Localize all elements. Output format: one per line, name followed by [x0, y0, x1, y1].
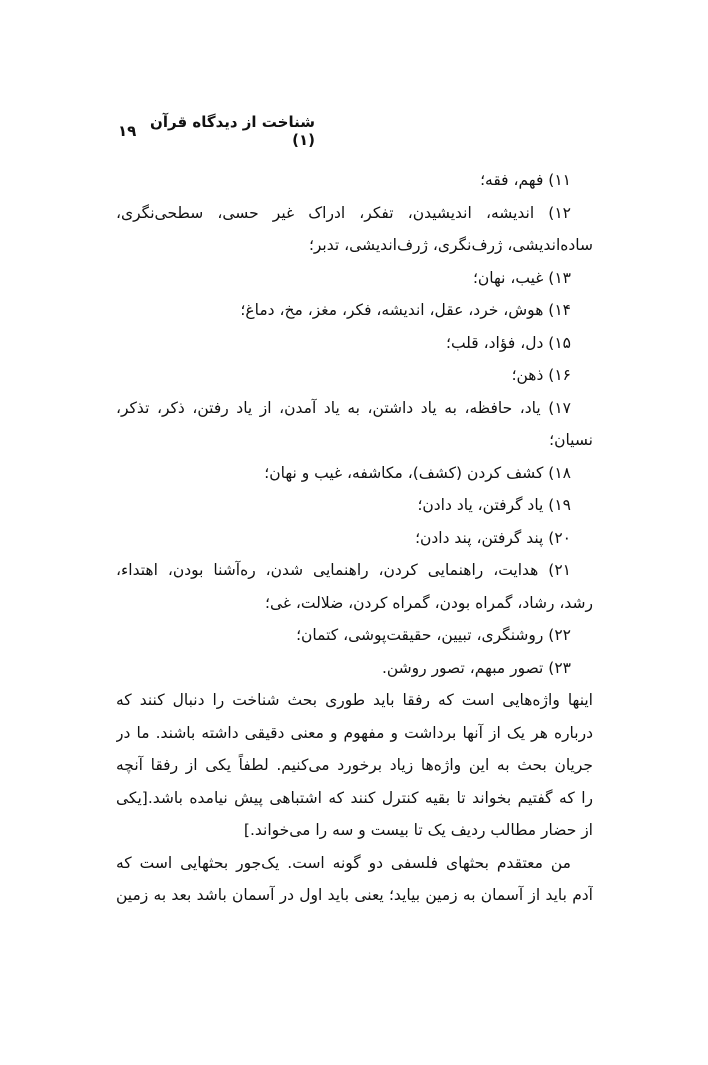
list-item-17-continuation: نسیان؛	[549, 431, 593, 449]
list-item-20: ۲۰) پند گرفتن، پند دادن؛	[415, 528, 571, 547]
list-item-19: ۱۹) یاد گرفتن، یاد دادن؛	[417, 496, 571, 514]
paragraph-2-line-1: من معتقدم بحثهای فلسفی دو گونه است. یک‌جور بحثهایی است که	[116, 853, 571, 872]
paragraph-1-line-2: درباره هر یک از آنها برداشت و مفهوم و معنی دقیقی داشته باشند. ما در	[116, 723, 593, 742]
list-item-13: ۱۳) غیب، نهان؛	[472, 268, 571, 287]
list-item-11: ۱۱) فهم، فقه؛	[480, 171, 571, 189]
list-item-21-continuation: رشد، رشاد، گمراه بودن، گمراه کردن، ضلالت، غی؛	[265, 593, 593, 612]
list-item-12-continuation: ساده‌اندیشی، ژرف‌نگری، ژرف‌اندیشی، تدبر؛	[308, 236, 593, 254]
list-item-23: ۲۳) تصور مبهم، تصور روشن.	[381, 658, 571, 677]
list-item-16: ۱۶) ذهن؛	[511, 366, 571, 384]
paragraph-1-line-3: جریان بحث به این واژه‌ها زیاد برخورد می‌کنیم. لطفاً یکی از رفقا آنچه	[116, 756, 593, 774]
page-number: ۱۹	[118, 122, 137, 140]
list-item-21: ۲۱) هدایت، راهنمایی کردن، راهنمایی شدن، ره‌آشنا بودن، اهتداء،	[116, 561, 571, 579]
list-item-15: ۱۵) دل، فؤاد، قلب؛	[446, 333, 571, 352]
paragraph-1-line-5: از حضار مطالب ردیف یک تا بیست و سه را می‌خواند.]	[243, 821, 593, 839]
list-item-12: ۱۲) اندیشه، اندیشیدن، تفکر، ادراک غیر حسی، سطحی‌نگری،	[116, 203, 571, 222]
running-header	[118, 113, 315, 149]
page-body	[116, 164, 593, 912]
list-item-14: ۱۴) هوش، خرد، عقل، اندیشه، فکر، مغز، مخ، دماغ؛	[240, 301, 571, 319]
list-item-22: ۲۲) روشنگری، تبیین، حقیقت‌پوشی، کتمان؛	[296, 626, 571, 644]
list-item-18: ۱۸) کشف کردن (کشف)، مکاشفه، غیب و نهان؛	[264, 463, 571, 482]
paragraph-1-line-4: را که گفتیم بخواند تا بقیه کنترل کنند که اشتباهی پیش نیامده باشد.[یکی	[116, 788, 593, 807]
paragraph-2-line-2: آدم باید از آسمان به زمین بیاید؛ یعنی باید اول در آسمان باشد بعد به زمین	[116, 886, 593, 904]
list-item-17: ۱۷) یاد، حافظه، به یاد داشتن، به یاد آمدن، از یاد رفتن، ذکر، تذکر،	[116, 398, 571, 417]
paragraph-1-line-1: اینها واژه‌هایی است که رفقا باید طوری بحث شناخت را دنبال کنند که	[116, 691, 593, 709]
header-title: شناخت از دیدگاه قرآن (۱)	[150, 113, 315, 149]
